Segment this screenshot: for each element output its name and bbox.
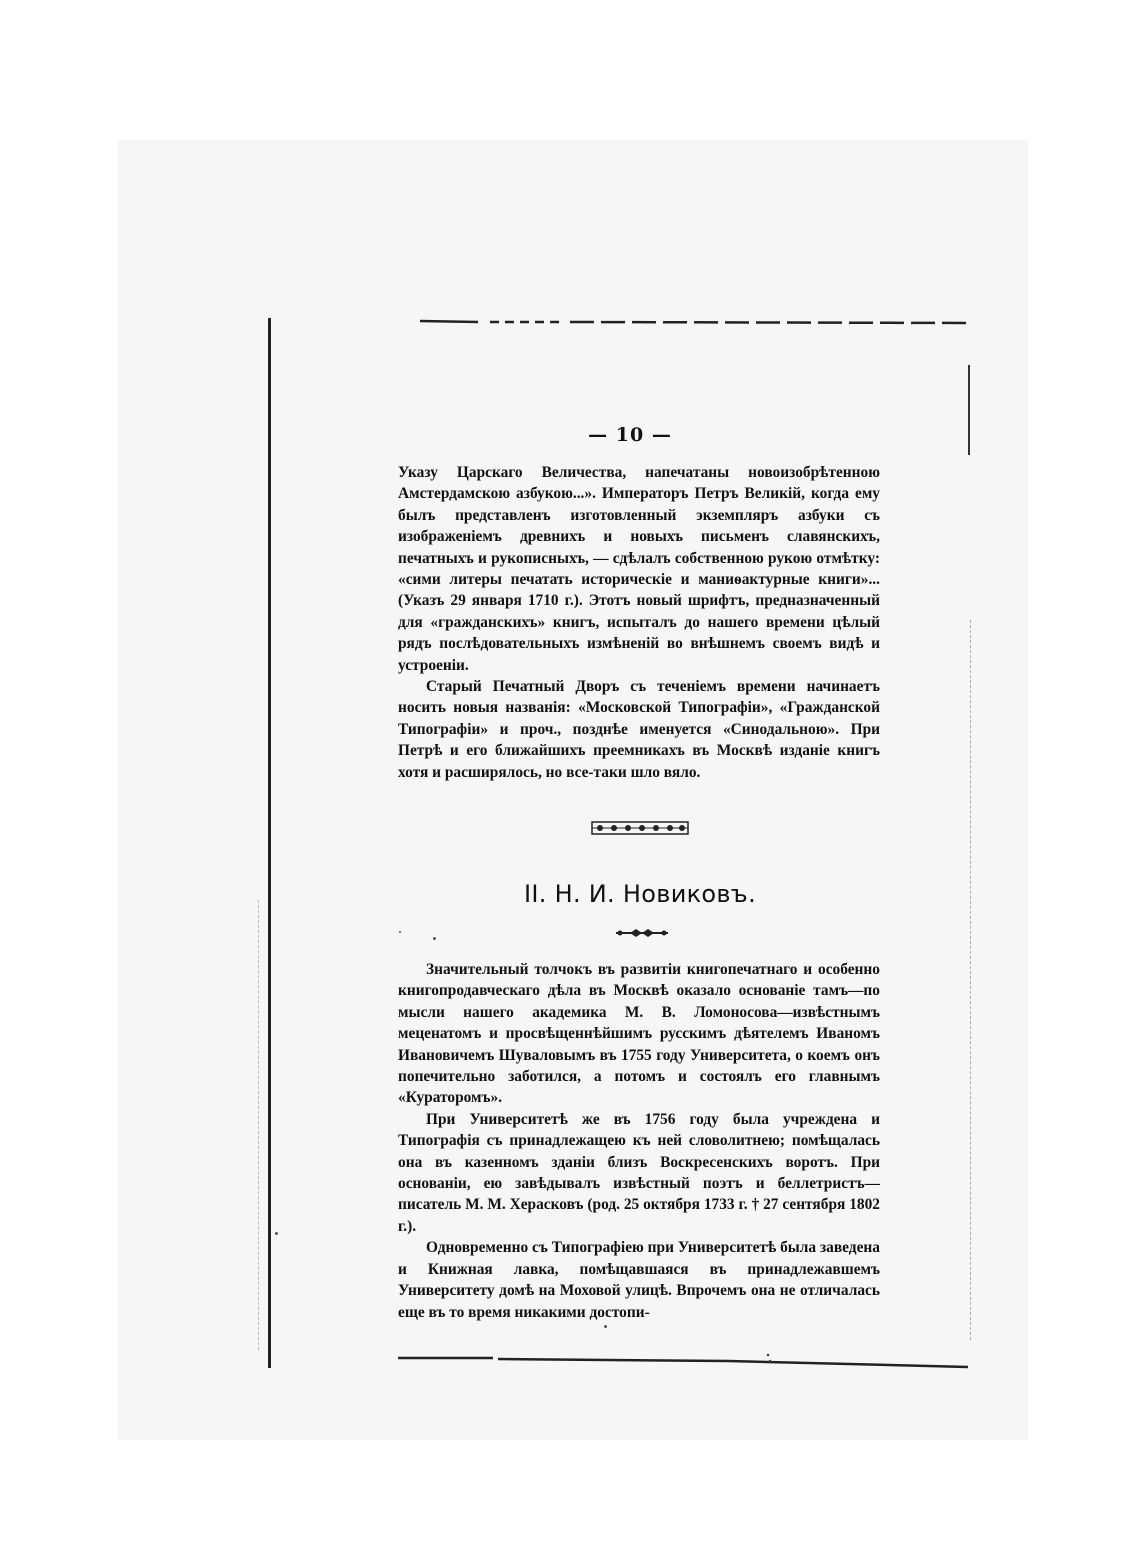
title-ornament [616, 927, 668, 939]
bottom-rule [398, 1353, 968, 1371]
paragraph: Старый Печатный Дворъ съ теченіемъ времени начинаетъ носить новыя названія: «Московской Типографіи», «Гражданской Типографіи» и проч., позднѣе именуется «Синодальною». При Петрѣ и его ближайшихъ преемникахъ въ Москвѣ изданіе книгъ хотя и расширялось, но все-таки шло вяло. [398, 678, 880, 781]
left-margin-line [268, 318, 271, 1368]
body-text [398, 959, 880, 1323]
page-number: — 10 — [588, 424, 672, 446]
speck [275, 1232, 278, 1235]
speck [604, 1325, 607, 1328]
speck [399, 931, 401, 933]
continuation-text [398, 462, 880, 783]
paragraph: При Университетѣ же въ 1756 году была учреждена и Типографія съ принадлежащею къ ней словолитнею; помѣщалась она въ казенномъ зданіи близъ Воскресенскихъ воротъ. При основаніи, ею завѣдывалъ извѣстный поэтъ и беллетристъ—писатель М. М. Херасковъ (род. 25 октября 1733 г. † 27 сентября 1802 г.). [398, 1110, 880, 1235]
paragraph: Одновременно съ Типографіею при Университетѣ была заведена и Книжная лавка, помѣщавшаяся въ принадлежавшемъ Университету домѣ на Моховой улицѣ. Впрочемъ она не отличалась еще въ то время никакими достопи- [398, 1239, 880, 1321]
paragraph: Значительный толчокъ въ развитіи книгопечатнаго и особенно книгопродавческаго дѣла въ Москвѣ оказало основаніе тамъ—по мысли нашего академика М. В. Ломоносова—извѣстнымъ меценатомъ и просвѣщеннѣйшимъ русскимъ дѣятелемъ Иваномъ Ивановичемъ Шуваловымъ въ 1755 году Университета, о коемъ онъ попечительно заботился, а потомъ и состоялъ его главнымъ «Кураторомъ». [398, 961, 880, 1107]
paragraph: Указу Царскаго Величества, напечатаны новоизобрѣтенною Амстердамскою азбукою...». Императоръ Петръ Великій, когда ему былъ представленъ изготовленный экземпляръ азбуки съ изображеніемъ древнихъ и новыхъ письменъ славянскихъ, печатныхъ и рукописныхъ, — сдѣлалъ собственною рукою отмѣтку: «сими литеры печатать историческіе и маниѳактурные книги»... (Указъ 29 января 1710 г.). Этотъ новый шрифтъ, предназначенный для «гражданскихъ» книгъ, испыталъ до нашего времени цѣлый рядъ послѣдовательныхъ измѣненій во внѣшнемъ своемъ видѣ и устроеніи. [398, 464, 880, 674]
section-divider-ornament [591, 820, 689, 836]
right-margin-dashes [970, 620, 972, 1340]
speck [433, 937, 436, 940]
top-rule [420, 319, 970, 325]
left-margin-dashes [258, 900, 260, 1350]
right-margin-line [968, 365, 970, 455]
section-title: II. Н. И. Новиковъ. [523, 880, 756, 908]
